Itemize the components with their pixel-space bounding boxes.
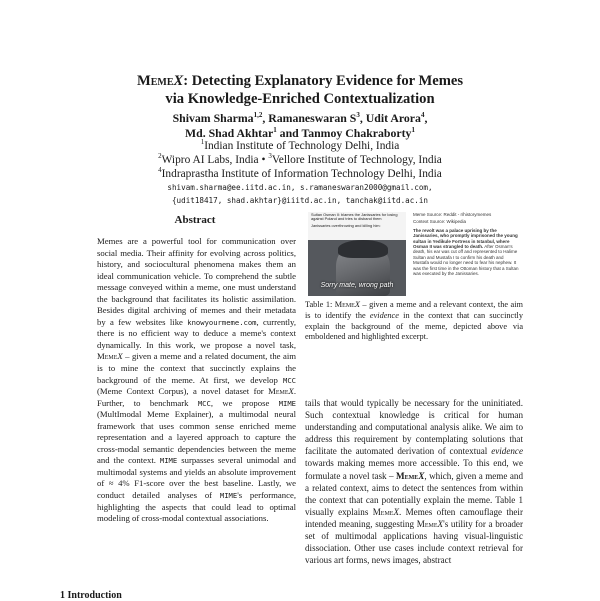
context-source: Context Source: Wikipedia <box>413 219 467 225</box>
abstract-memex-x: X <box>117 351 123 362</box>
abstract-mime-2: MIME <box>159 456 178 466</box>
affiliation-1 <box>60 139 540 153</box>
abstract-text-8: surpasses several unimodal and multimodal systems and yields an absolute improvement of ≈ 4% F1-score over the best baseline. Lastly, we conduct detailed analyses of <box>97 455 296 501</box>
author-3-affil: 4 <box>420 111 425 120</box>
abstract-mime-3: MIME <box>219 491 238 501</box>
body-memex-name-3: Meme <box>416 518 438 529</box>
title-line-2: via Knowledge-Enriched Contextualization <box>165 91 435 107</box>
body-evidence: evidence <box>491 446 523 457</box>
body-text-3: , which, given a meme and a related context, aims to detect the sentences from within the context that can potentially explain the meme. Table 1 visually explains <box>305 470 524 517</box>
author-3: Udit Arora <box>365 111 421 125</box>
email-line-2: {udit18417, shad.akhtar}@iiitd.ac.in, tanchak@iitd.ac.in <box>171 196 429 205</box>
meme-source: Meme Source: Reddit - r/historymemes <box>413 212 492 217</box>
abstract-memex-name-2: Meme <box>268 386 289 397</box>
abstract-text-5: . Further, to benchmark <box>97 386 296 408</box>
introduction-body <box>305 397 523 566</box>
affiliation-2-mark: 2 <box>158 152 162 161</box>
abstract-memex-x-2: X <box>288 386 294 397</box>
body-memex-x-3: X <box>437 518 444 529</box>
abstract-text-7: (MultImodal Meme Explainer), a multimodal neural framework that uses common sense enriched meme representation and a layered approach to capture the cross-modal semantic dependencies between the meme and the context. <box>97 409 296 466</box>
abstract-mcc-2: MCC <box>197 398 211 408</box>
caption-label: Table 1: <box>305 300 335 309</box>
body-text-5: 's utility for a broader set of multimodal applications having visual-linguistic dissociation. Other use cases include context retrieval for various art forms, news images, abstract <box>305 518 523 566</box>
affiliation-3-mark: 3 <box>268 152 272 161</box>
title-line-1-text: : Detecting Explanatory Evidence for Memes <box>183 73 464 89</box>
author-list <box>60 111 540 141</box>
title-memex-name: Meme <box>136 73 174 89</box>
author-1: Shivam Sharma <box>172 111 254 125</box>
body-text-1: tails that would typically be necessary for the uninitiated. Such contextual knowledge is critical for human understanding and computational analysis alike. We aim to address this requirement by contemplating solutions that facilitate the automated derivation of contextual <box>305 398 523 457</box>
section-introduction-heading: 1 Introduction <box>60 590 122 601</box>
abstract-body <box>97 236 296 525</box>
abstract-mcc: MCC <box>283 375 296 385</box>
body-memex-x-2: X <box>393 506 400 517</box>
caption-text-3: in the context that can succinctly explain the background of the meme, depicted above via emboldened and highlighted excerpt. <box>305 310 523 342</box>
context-panel <box>413 212 520 276</box>
table-1-caption <box>305 300 523 343</box>
author-5: Tanmoy Chakraborty <box>301 126 412 140</box>
abstract-mime: MIME <box>278 398 297 408</box>
affiliation-4 <box>60 167 540 181</box>
author-4-affil: 1 <box>273 126 277 135</box>
caption-memex-x: X <box>354 300 360 309</box>
body-text-2: towards making memes more accessible. To this end, we formulate a novel task – <box>305 458 523 481</box>
body-memex-x: X <box>418 470 425 481</box>
author-2: Ramaneswaran S <box>268 111 357 125</box>
affiliation-4-mark: 4 <box>158 166 162 175</box>
paper-title <box>60 72 540 108</box>
author-2-affil: 3 <box>356 111 360 120</box>
affiliations <box>60 139 540 181</box>
title-memex-x: X <box>173 73 184 89</box>
abstract-heading: Abstract <box>174 214 216 226</box>
meme-image <box>308 212 406 296</box>
author-5-affil: 1 <box>411 126 415 135</box>
affiliation-2-3: $^2$Wipro AI Labs, India • $^3$Vellore Institute of Technology, India <box>158 152 442 166</box>
author-emails <box>60 181 540 207</box>
author-1-affil: 1,2 <box>253 111 263 120</box>
email-line-1: shivam.sharma@ee.iitd.ac.in, s.ramaneswaran2000@gmail.com, <box>167 183 433 192</box>
author-and: and <box>276 126 302 140</box>
context-evidence-highlight: The revolt was a palace uprising by the Janissaries, who promptly imprisoned the young sultan in Yedikule Fortress in Istanbul, where Osman II was strangled to death. <box>413 227 518 250</box>
meme-hair-shape <box>338 240 388 258</box>
caption-memex-name: Meme <box>334 300 355 309</box>
context-text <box>413 228 520 277</box>
abstract-text-2: , currently, there is no efficient way to deduce a meme's context dynamically. In this work, we propose a novel task, <box>97 316 296 350</box>
affiliation-1-mark: 1 <box>200 138 205 147</box>
abstract-url: knowyourmeme.com <box>187 317 257 327</box>
abstract-text-9: 's performance, highlighting the aspects that could lead to optimal modeling of cross-modal contextual associations. <box>97 490 296 524</box>
meme-subcaption-text: Janissaries overthrowing and killing him: <box>311 222 381 228</box>
title-line-1 <box>60 72 540 90</box>
abstract-memex-name: Meme <box>97 351 118 362</box>
abstract-text-6: , we propose <box>210 397 279 408</box>
caption-evidence: evidence <box>369 310 399 320</box>
meme-caption-text: Sultan Osman II: blames the Janissaries for losing against Poland and tries to disband them <box>311 212 398 222</box>
body-memex-name-2: Meme <box>372 506 394 517</box>
context-rest: After Osman's death, his ear was cut off and represented to Halime Sultan and Mustafa I to confirm his death and Mustafa would no longer need to fear his nephew. It was the first time in the Ottoman history that a Sultan was executed by the Janissaries. <box>413 244 519 277</box>
caption-text-2: – given a meme and a relevant context, the aim is to identify the <box>305 300 523 320</box>
abstract-text-3: – given a meme and a related document, the aim is to mine the context that succinctly explains the background of the meme. At first, we develop <box>97 351 296 385</box>
affiliation-4-text: Indraprastha Institute of Information Technology Delhi, India <box>161 168 442 180</box>
abstract-text-4: (Meme Context Corpus), a novel dataset for <box>97 386 269 397</box>
meme-bottom-text: Sorry mate, wrong path <box>320 282 394 289</box>
abstract-text-1: Memes are a powerful tool for communication over social media. Their affinity for evolving across politics, history, and sociocultural phenomena makes them an ideal communication vehicle. To comprehend the subtle message conveyed within a meme, one must understand the background that facilitates its holistic assimilation. Besides digital archiving of memes and their metadata by a few websites like <box>97 236 296 327</box>
affiliation-1-text: Indian Institute of Technology Delhi, India <box>204 140 400 152</box>
affiliation-2-text: Wipro AI Labs, India <box>161 154 259 166</box>
author-4: Md. Shad Akhtar <box>185 126 274 140</box>
meme-top-caption <box>308 212 406 240</box>
affiliation-3-text: Vellore Institute of Technology, India <box>271 154 442 166</box>
body-memex-name: Meme <box>396 470 419 481</box>
author-line-1: Shivam Sharma$^{1,2}$, Ramaneswaran $S^3$, Udit Arora$^4$, <box>172 111 428 125</box>
body-text-4: . Memes often camouflage their intended meaning, suggesting <box>305 506 523 529</box>
